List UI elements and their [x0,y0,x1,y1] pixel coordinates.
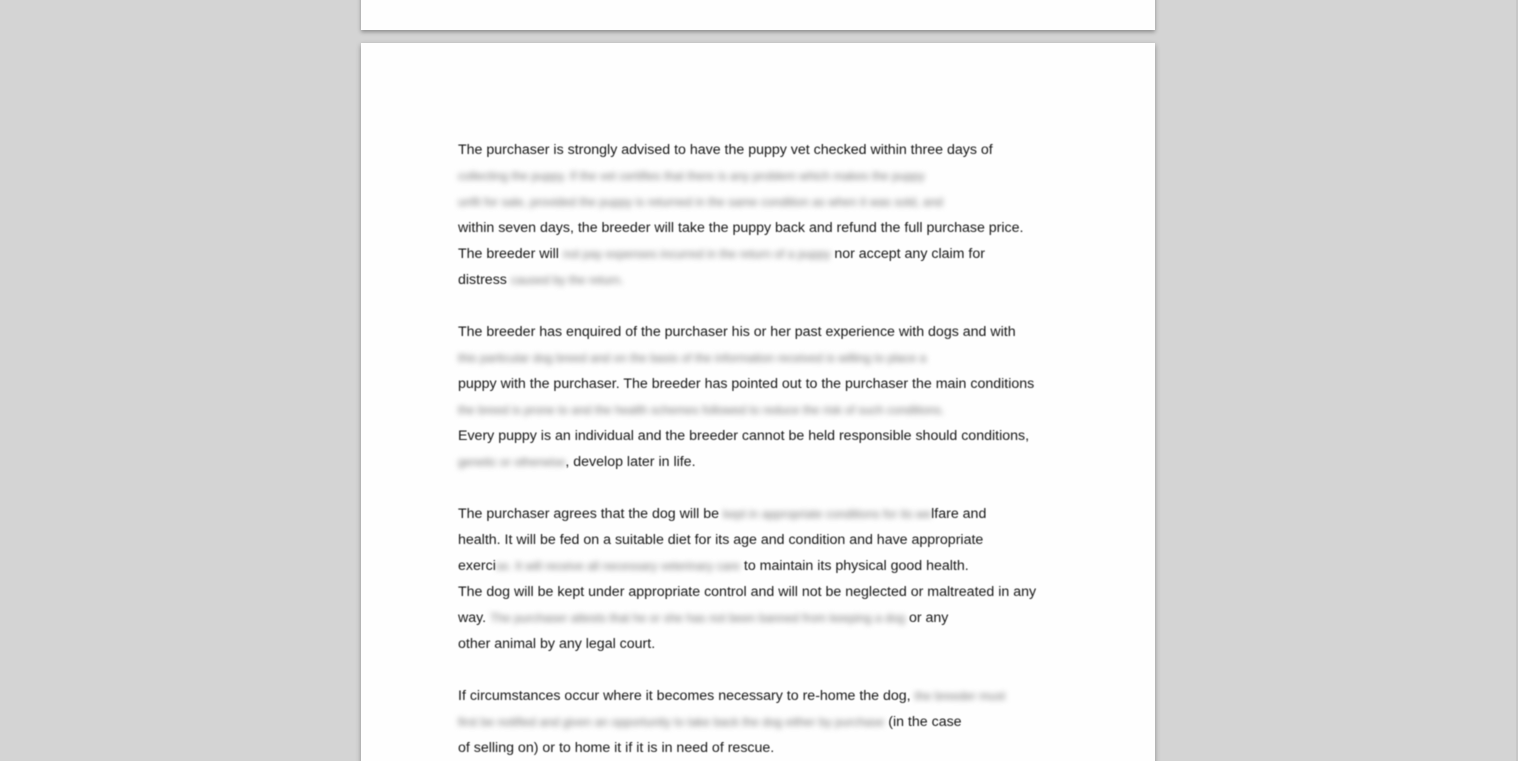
text-span: way. [458,610,491,626]
text-line [458,244,1068,270]
text-line [458,608,1068,634]
text-line [458,192,1068,218]
redacted-text: genetic or otherwise [458,455,566,469]
redacted-text: not pay expenses incurred in the return of a puppy [562,247,831,261]
text-span: (in the case [884,714,962,730]
redacted-text: the breeder must [914,689,1006,703]
text-line [458,452,1068,478]
paragraph [458,322,1068,478]
redacted-text: se. It will receive all necessary veterinary care [495,559,740,573]
document-page [361,43,1155,761]
text-span: lfare and [931,506,987,522]
text-span: Every puppy is an individual and the breeder cannot be held responsible should conditions, [458,428,1030,444]
redacted-text: The purchaser attests that he or she has not been banned from keeping a dog [490,611,906,625]
text-line [458,400,1068,426]
text-line [458,218,1068,244]
paragraph [458,686,1068,761]
text-span: , develop later in life. [565,454,696,470]
text-line [458,712,1068,738]
redacted-text: unfit for sale, provided the puppy is returned in the same condition as when it was sold, and [458,195,943,209]
redacted-text: first be notified and given an opportunity to take back the dog either by purchase [458,715,885,729]
redacted-text: collecting the puppy. If the vet certifies that there is any problem which makes the puppy [458,169,925,183]
previous-page [361,0,1155,30]
redacted-text: the breed is prone to and the health schemes followed to reduce the risk of such conditions. [458,403,945,417]
text-line [458,348,1068,374]
text-span: The purchaser agrees that the dog will be [458,506,723,522]
paragraph [458,140,1068,296]
text-line [458,166,1068,192]
text-line [458,504,1068,530]
text-span: exerci [458,558,496,574]
text-line [458,634,1068,660]
text-span: within seven days, the breeder will take the puppy back and refund the full purchase price. [458,220,1024,236]
text-span: The purchaser is strongly advised to have the puppy vet checked within three days of [458,142,993,158]
text-line [458,140,1068,166]
paragraph [458,504,1068,660]
text-span: other animal by any legal court. [458,636,656,652]
text-span: health. It will be fed on a suitable diet for its age and condition and have appropriate [458,532,984,548]
text-line [458,582,1068,608]
text-line [458,322,1068,348]
text-span: The breeder has enquired of the purchaser his or her past experience with dogs and with [458,324,1016,340]
redacted-text: kept in appropriate conditions for its we [723,507,932,521]
redacted-text: caused by the return. [510,273,624,287]
text-span: nor accept any claim for [830,246,985,262]
text-span: of selling on) or to home it if it is in need of rescue. [458,740,775,756]
text-span: The breeder will [458,246,563,262]
text-span: distress [458,272,511,288]
redacted-text: this particular dog breed and on the basis of the information received is willing to place a [458,351,927,365]
text-line [458,270,1068,296]
text-span: If circumstances occur where it becomes necessary to re-home the dog, [458,688,915,704]
text-span: puppy with the purchaser. The breeder has pointed out to the purchaser the main conditions [458,376,1035,392]
page-content [458,140,1068,761]
text-line [458,426,1068,452]
text-span: to maintain its physical good health. [739,558,969,574]
text-line [458,686,1068,712]
text-line [458,530,1068,556]
text-span: The dog will be kept under appropriate control and will not be neglected or maltreated in any [458,584,1037,600]
text-line [458,738,1068,761]
text-span: or any [905,610,949,626]
text-line [458,374,1068,400]
text-line [458,556,1068,582]
